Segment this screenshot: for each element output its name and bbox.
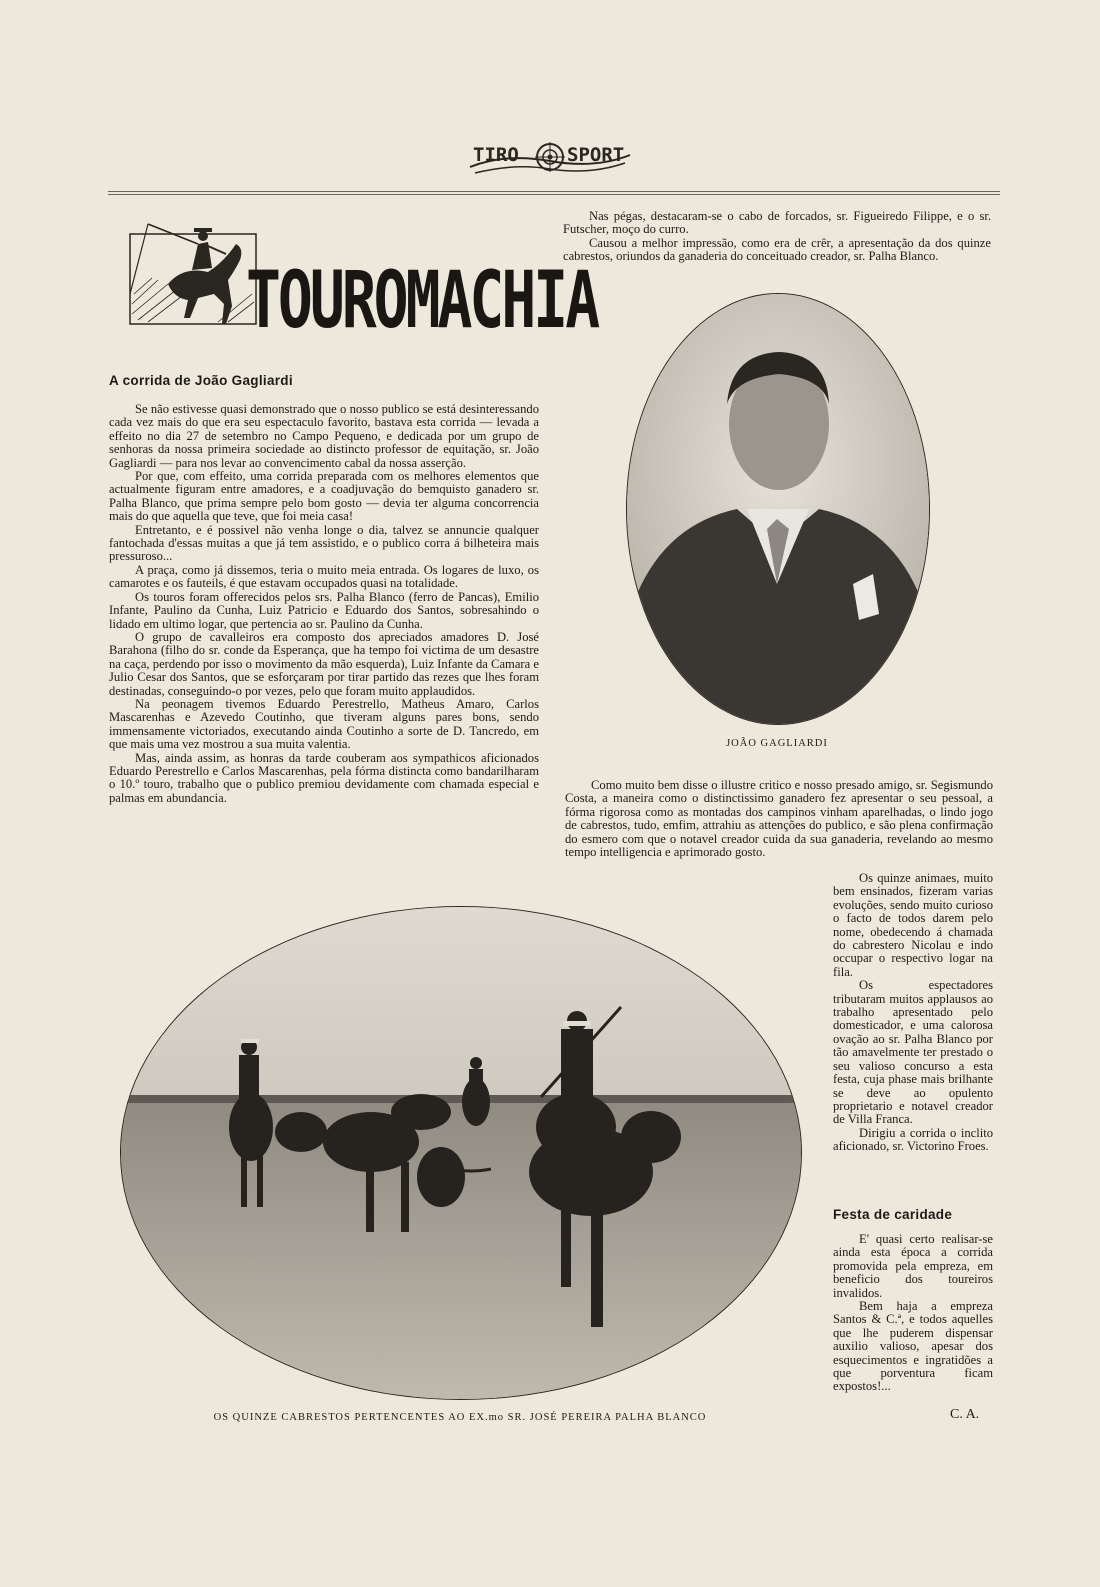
paragraph: Como muito bem disse o illustre critico e nosso presado amigo, sr. Segismundo Costa, a maneira como o distinctissimo ganadero fez apresentar o seu pessoal, a fórma rigorosa como as montadas dos campinos vinham aparelhadas, o lindo jogo de cabrestos, tudo, emfim, attrahiu as attenções do publico, e são plena confirmação do esmero com que o notavel creador cuida da sua ganaderia, revelando ao mesmo tempo intelligencia e aprimorado gosto. xyxy=(565,778,993,860)
horseman-illustration xyxy=(128,214,258,346)
article2-body xyxy=(833,1233,993,1394)
paragraph: E' quasi certo realisar-se ainda esta época a corrida promovida pela empreza, em beneficio dos toureiros invalidos. xyxy=(833,1232,993,1300)
right-column xyxy=(565,779,993,859)
paragraph: Mas, ainda assim, as honras da tarde couberam aos sympathicos aficionados Eduardo Perestrello e Carlos Mascarenhas, pela fórma distincta como bandarilharam o 10.º touro, trabalho que o publico premiou devidamente com chamada especial e palmas em abundancia. xyxy=(109,750,539,805)
photo-caption: OS QUINZE CABRESTOS PERTENCENTES AO EX.mo SR. JOSÉ PEREIRA PALHA BLANCO xyxy=(213,1412,707,1423)
article-heading-festa: Festa de caridade xyxy=(833,1207,953,1222)
paragraph: O grupo de cavalleiros era composto dos apreciados amadores D. José Barahona (filho do sr. conde da Esperança, que ha tempo foi victima de um desastre na caça, perdendo por isso o movimento da mão esquerda), Luiz Infante da Camara e Julio Cesar dos Santos, que se esforçaram por tirar partido das rezes que lhes foram destinadas, conseguindo-o por vezes, pelo que foram muito applaudidos. xyxy=(109,629,539,698)
svg-text:TIRO: TIRO xyxy=(473,144,519,166)
section-title xyxy=(128,214,598,346)
paragraph: Na peonagem tivemos Eduardo Perestrello, Matheus Amaro, Carlos Mascarenhas e Azevedo Coutinho, que tiveram alguns pares bons, sendo immensamente victoriados, executando ainda Coutinho a sorte de D. Tancredo, em que mais uma vez mostrou a sua muita valentia. xyxy=(109,696,539,752)
header-rule xyxy=(108,191,1000,195)
paragraph: Se não estivesse quasi demonstrado que o nosso publico se está desinteressando cada vez mais do que era seu espectaculo favorito, bastava esta corrida — levada a effeito no dia 27 de setembro no Campo Pequeno, e dedicada por um grupo de senhoras da nossa primeira sociedade ao distincto professor de equitação, sr. João Gagliardi — para nos levar ao convencimento cabal da nossa asserção. xyxy=(109,402,539,470)
paragraph: Os touros foram offerecidos pelos srs. Palha Blanco (ferro de Pancas), Emilio Infante, Paulino da Cunha, Luiz Patricio e Eduardo dos Santos, sobresahindo o lidado em ultimo logar, que pertencia ao sr. Paulino da Cunha. xyxy=(109,589,539,631)
portrait-caption: JOÃO GAGLIARDI xyxy=(726,738,828,749)
paragraph: Nas pégas, destacaram-se o cabo de forcados, sr. Figueiredo Filippe, e o sr. Futscher, moço do curro. xyxy=(563,209,991,237)
top-right-column xyxy=(563,210,991,264)
paragraph: Os espectadores tributaram muitos applausos ao trabalho apresentado pelo domesticador, e uma calorosa ovação ao sr. Palha Blanco por tão amavelmente ter prestado o seu valioso concurso a esta festa, cuja phase mais brilhante se deve ao opulento proprietario e notavel creador de Villa Franca. xyxy=(833,978,993,1127)
paragraph: Causou a melhor impressão, como era de crêr, a apresentação da dos quinze cabrestos, oriundos da ganaderia do conceituado creador, sr. Palha Blanco. xyxy=(563,235,991,264)
paragraph: Os quinze animaes, muito bem ensinados, fizeram varias evoluções, sendo muito curioso o facto de todos darem pelo nome, obedecendo á chamada do cabrestero Nicolau e indo occupar o respectivo logar na fila. xyxy=(833,871,993,979)
article-heading: A corrida de João Gagliardi xyxy=(109,373,293,388)
paragraph: Entretanto, e é possivel não venha longe o dia, talvez se annuncie qualquer fantochada d'essas muitas a que já tem assistido, e o publico corra á bilheteira mais pressuroso... xyxy=(109,522,539,564)
paragraph: Bem haja a empreza Santos & C.ª, e todos aquelles que lhe puderem dispensar auxilio valioso, apesar dos esquecimentos e ingratidões a que porventura ficam expostos!... xyxy=(833,1299,993,1394)
cattle-photo xyxy=(120,906,802,1400)
svg-text:SPORT: SPORT xyxy=(567,144,625,166)
paragraph: Dirigiu a corrida o inclito aficionado, sr. Victorino Froes. xyxy=(833,1125,993,1154)
section-title-text: TOUROMACHIA xyxy=(246,254,598,346)
paragraph: A praça, como já dissemos, teria o muito meia entrada. Os logares de luxo, os camarotes e os fauteils, é que estavam occupados quasi na totalidade. xyxy=(109,562,539,591)
narrow-column xyxy=(833,872,993,1154)
masthead-logo xyxy=(465,133,635,179)
portrait-photo xyxy=(626,293,930,725)
signature: C. A. xyxy=(950,1407,980,1422)
article-body xyxy=(109,403,539,805)
paragraph: Por que, com effeito, uma corrida preparada com os melhores elementos que actualmente figuram entre amadores, e a coadjuvação do bemquisto ganadero sr. Palha Blanco, que prima sempre pelo bom gosto — devia ter alguma concorrencia mais do que aquella que teve, que foi meia casa! xyxy=(109,469,539,524)
